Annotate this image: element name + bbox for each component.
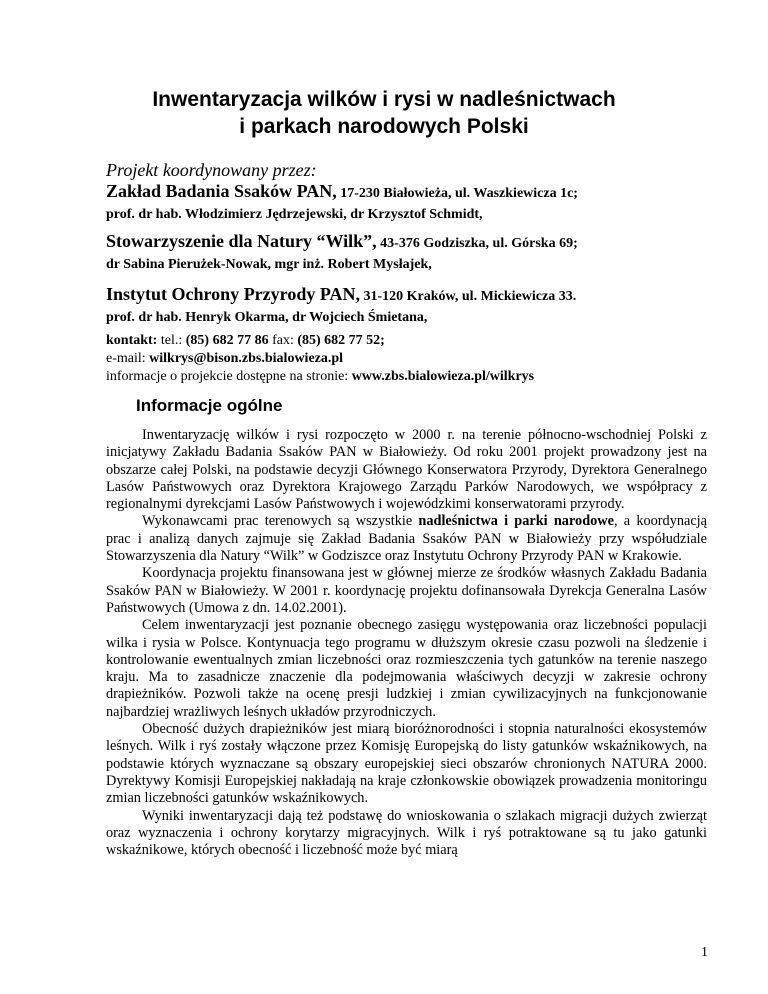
- organization-people: dr Sabina Pierużek-Nowak, mgr inż. Robert Mysłajek,: [106, 257, 432, 272]
- tel-number: (85) 682 77 86: [185, 333, 269, 348]
- coordinated-by-intro: Projekt koordynowany przez:: [106, 160, 317, 180]
- organization-address: 17-230 Białowieża, ul. Waszkiewicza 1c;: [336, 186, 578, 201]
- page-number: 1: [701, 945, 708, 960]
- paragraph-text: , a koordynacją prac i analizą danych zajmuje się Zakład Badania Ssaków PAN w Białowieży przy współudziale Stowarzyszenia dla Natury “Wilk” w Godziszce oraz Instytutu Ochrony Przyrody PAN w Krakowie.: [106, 513, 708, 565]
- organization-name: Stowarzyszenie dla Natury “Wilk”,: [106, 231, 377, 251]
- fax-number: (85) 682 77 52;: [297, 333, 385, 348]
- contact-email-line: [106, 350, 706, 368]
- email-address[interactable]: wilkrys@bison.zbs.bialowieza.pl: [149, 351, 344, 366]
- organization-people: prof. dr hab. Henryk Okarma, dr Wojciech Śmietana,: [106, 310, 428, 325]
- paragraph: [106, 513, 707, 565]
- contact-phone-line: [106, 332, 706, 350]
- paragraph: Inwentaryzację wilków i rysi rozpoczęto w 2000 r. na terenie północno-wschodniej Polski z inicjatywy Zakładu Badania Ssaków PAN w Białowieży. Od roku 2001 projekt prowadzony jest na obszarze całej Polski, na podstawie decyzji Głównego Konserwatora Przyrody, Dyrektora Generalnego Lasów Państwowych oraz Dyrektora Krajowego Zarządu Parków Narodowych, we współpracy z regionalnymi dyrekcjami Lasów Państwowych i wojewódzkimi konserwatorami przyrody.: [106, 427, 707, 513]
- section-body: [106, 427, 707, 859]
- organization-people: prof. dr hab. Włodzimierz Jędrzejewski, dr Krzysztof Schmidt,: [106, 207, 483, 222]
- organization-iop: [106, 283, 706, 328]
- organization-name: Instytut Ochrony Przyrody PAN,: [106, 284, 360, 304]
- title-line-1: Inwentaryzacja wilków i rysi w nadleśnictwach: [152, 88, 616, 111]
- paragraph: Obecność dużych drapieżników jest miarą bioróżnorodności i stopnia naturalności ekosystemów leśnych. Wilk i ryś zostały włączone przez Komisję Europejską do listy gatunków wskaźnikowych, na podstawie których wyznaczane są obszary europejskiej sieci obszarów chronionych NATURA 2000. Dyrektywy Komisji Europejskiej nakładają na kraje członkowskie obowiązek prowadzenia monitoringu zmian liczebności gatunków wskaźnikowych.: [106, 721, 707, 807]
- organization-name: Zakład Badania Ssaków PAN,: [106, 181, 337, 201]
- paragraph: Wyniki inwentaryzacji dają też podstawę do wnioskowania o szlakach migracji dużych zwierząt oraz wyznaczenia i ochrony korytarzy migracyjnych. Wilk i ryś potraktowane są tu jako gatunki wskaźnikowe, których obecność i liczebność może być miarą: [106, 807, 707, 859]
- paragraph: Celem inwentaryzacji jest poznanie obecnego zasięgu występowania oraz liczebności populacji wilka i rysia w Polsce. Kontynuacja tego programu w dłuższym okresie czasu pozwoli na śledzenie i kontrolowanie ewentualnych zmian liczebności oraz rozmieszczenia tych gatunków na terenie naszego kraju. Ma to zasadnicze znaczenie dla podejmowania właściwych decyzji w zakresie ochrony drapieżników. Pozwoli także na ocenę presji ludzkiej i zmian cywilizacyjnych na funkcjonowanie najbardziej wrażliwych leśnych układów przyrodniczych.: [106, 617, 707, 720]
- contact-info: [106, 332, 706, 386]
- paragraph-emphasis: nadleśnictwa i parki narodowe: [418, 513, 614, 530]
- organization-address: 31-120 Kraków, ul. Mickiewicza 33.: [360, 289, 577, 304]
- fax-label: fax:: [268, 333, 298, 348]
- title-line-2: i parkach narodowych Polski: [239, 115, 529, 138]
- paragraph: Koordynacja projektu finansowana jest w głównej mierze ze środków własnych Zakładu Badania Ssaków PAN w Białowieży. W 2001 r. koordynację projektu dofinansowała Dyrekcja Generalna Lasów Państwowych (Umowa z dn. 14.02.2001).: [106, 565, 707, 616]
- tel-label: tel.:: [157, 333, 186, 348]
- organization-address: 43-376 Godziszka, ul. Górska 69;: [376, 236, 578, 251]
- web-label: informacje o projekcie dostępne na stronie:: [106, 369, 352, 384]
- document-title: [100, 86, 668, 140]
- organization-zbs: [106, 180, 706, 225]
- section-heading: Informacje ogólne: [136, 396, 283, 415]
- website-link[interactable]: www.zbs.bialowieza.pl/wilkrys: [351, 369, 535, 384]
- contact-web-line: [106, 368, 706, 386]
- paragraph-text: Wykonawcami prac terenowych są wszystkie: [142, 513, 419, 530]
- email-label: e-mail:: [106, 351, 150, 366]
- organization-wilk: [106, 230, 706, 275]
- contact-label: kontakt:: [106, 333, 158, 348]
